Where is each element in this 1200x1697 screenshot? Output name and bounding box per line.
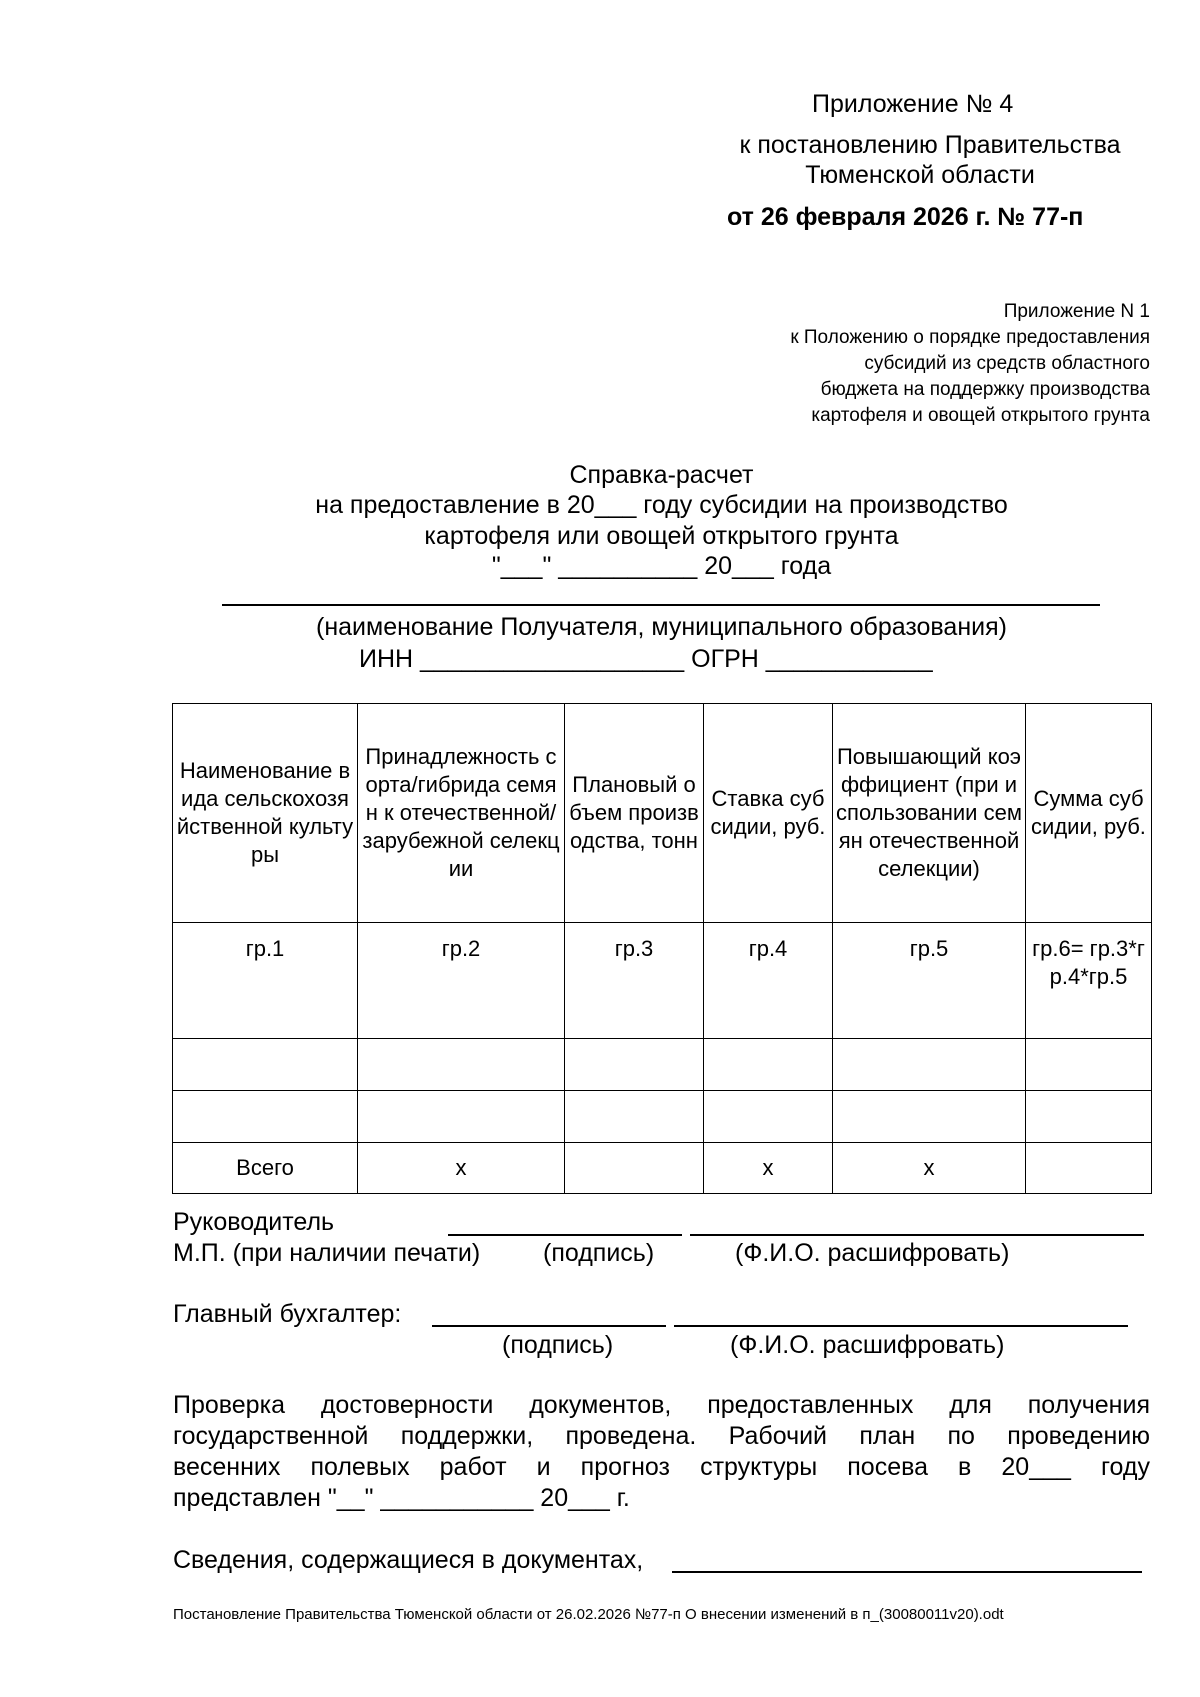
stamp-label: М.П. (при наличии печати) — [173, 1239, 481, 1267]
table-cell — [1026, 1091, 1152, 1143]
document-date-line: "___" __________ 20___ года — [491, 552, 832, 580]
table-cell: гр.2 — [358, 923, 565, 1039]
header-cell: Ставка субсидии, руб. — [704, 704, 833, 923]
table-cell: x — [358, 1143, 565, 1194]
table-cell — [704, 1039, 833, 1091]
table-cell — [704, 1091, 833, 1143]
table-cell: гр.6= гр.3*гр.4*гр.5 — [1026, 923, 1152, 1039]
table-cell: гр.3 — [565, 923, 704, 1039]
table-row — [173, 1039, 1152, 1091]
table-cell — [833, 1039, 1026, 1091]
head-signature-line — [448, 1234, 682, 1236]
header-cell: Плановый объем производства, тонн — [565, 704, 704, 923]
sub-appendix-line-4: бюджета на поддержку производства — [820, 379, 1150, 400]
header-cell: Принадлежность сорта/гибрида семян к отечественной/ зарубежной селекции — [358, 704, 565, 923]
resolution-date-number: от 26 февраля 2026 г. № 77-п — [727, 203, 1084, 231]
recipient-caption: (наименование Получателя, муниципального образования) — [316, 613, 1007, 641]
table-cell — [1026, 1143, 1152, 1194]
recipient-name-line — [222, 604, 1100, 606]
accountant-label: Главный бухгалтер: — [173, 1300, 402, 1328]
head-label: Руководитель — [173, 1208, 335, 1236]
inn-ogrn-line: ИНН ___________________ ОГРН ____________ — [359, 645, 933, 673]
table-cell — [565, 1091, 704, 1143]
table-cell: x — [833, 1143, 1026, 1194]
accountant-signature-caption: (подпись) — [502, 1331, 614, 1359]
sub-appendix-line-5: картофеля и овощей открытого грунта — [811, 405, 1150, 426]
sub-appendix-line-1: Приложение N 1 — [1003, 301, 1150, 322]
accountant-name-caption: (Ф.И.О. расшифровать) — [730, 1331, 1005, 1359]
accountant-name-line — [674, 1325, 1128, 1327]
table-cell — [358, 1039, 565, 1091]
resolution-line-2: Тюменской области — [805, 161, 1035, 189]
sub-appendix-line-3: субсидий из средств областного — [864, 353, 1150, 374]
table-cell: гр.5 — [833, 923, 1026, 1039]
table-cell — [173, 1039, 358, 1091]
verification-line-2: государственной поддержки, проведена. Рабочий план по проведению — [173, 1422, 1150, 1450]
table-cell — [565, 1039, 704, 1091]
document-title: Справка-расчет — [569, 461, 754, 489]
info-fill-line — [672, 1571, 1142, 1573]
document-title-line-3: картофеля или овощей открытого грунта — [424, 522, 899, 550]
table-cell — [358, 1091, 565, 1143]
accountant-signature-line — [432, 1325, 666, 1327]
table-row — [173, 1091, 1152, 1143]
document-title-line-2: на предоставление в 20___ году субсидии на производство — [315, 491, 1008, 519]
header-cell: Повышающий коэффициент (при использовании семян отечественной селекции) — [833, 704, 1026, 923]
header-cell: Сумма субсидии, руб. — [1026, 704, 1152, 923]
table-cell: гр.4 — [704, 923, 833, 1039]
table-cell — [565, 1143, 704, 1194]
table-cell — [833, 1091, 1026, 1143]
verification-line-1: Проверка достоверности документов, предоставленных для получения — [173, 1391, 1150, 1419]
table-total-row — [173, 1143, 1152, 1194]
info-label: Сведения, содержащиеся в документах, — [173, 1546, 644, 1574]
head-signature-caption: (подпись) — [543, 1239, 655, 1267]
page-footer: Постановление Правительства Тюменской области от 26.02.2026 №77-п О внесении изменений в п_(30080011v20).odt — [173, 1606, 1004, 1623]
table-header-row — [173, 704, 1152, 923]
verification-line-4: представлен "__" ___________ 20___ г. — [173, 1484, 630, 1512]
table-cell: x — [704, 1143, 833, 1194]
table-cell — [1026, 1039, 1152, 1091]
table-row — [173, 923, 1152, 1039]
sub-appendix-line-2: к Положению о порядке предоставления — [790, 327, 1150, 348]
subsidy-table — [172, 703, 1152, 1194]
head-name-line — [690, 1234, 1144, 1236]
resolution-line-1: к постановлению Правительства — [739, 131, 1121, 159]
verification-line-3: весенних полевых работ и прогноз структуры посева в 20___ году — [173, 1453, 1150, 1481]
head-name-caption: (Ф.И.О. расшифровать) — [735, 1239, 1010, 1267]
header-cell: Наименование вида сельскохозяйственной культуры — [173, 704, 358, 923]
table-cell: Всего — [173, 1143, 358, 1194]
table-cell — [173, 1091, 358, 1143]
table-cell: гр.1 — [173, 923, 358, 1039]
appendix-number: Приложение № 4 — [812, 90, 1014, 118]
